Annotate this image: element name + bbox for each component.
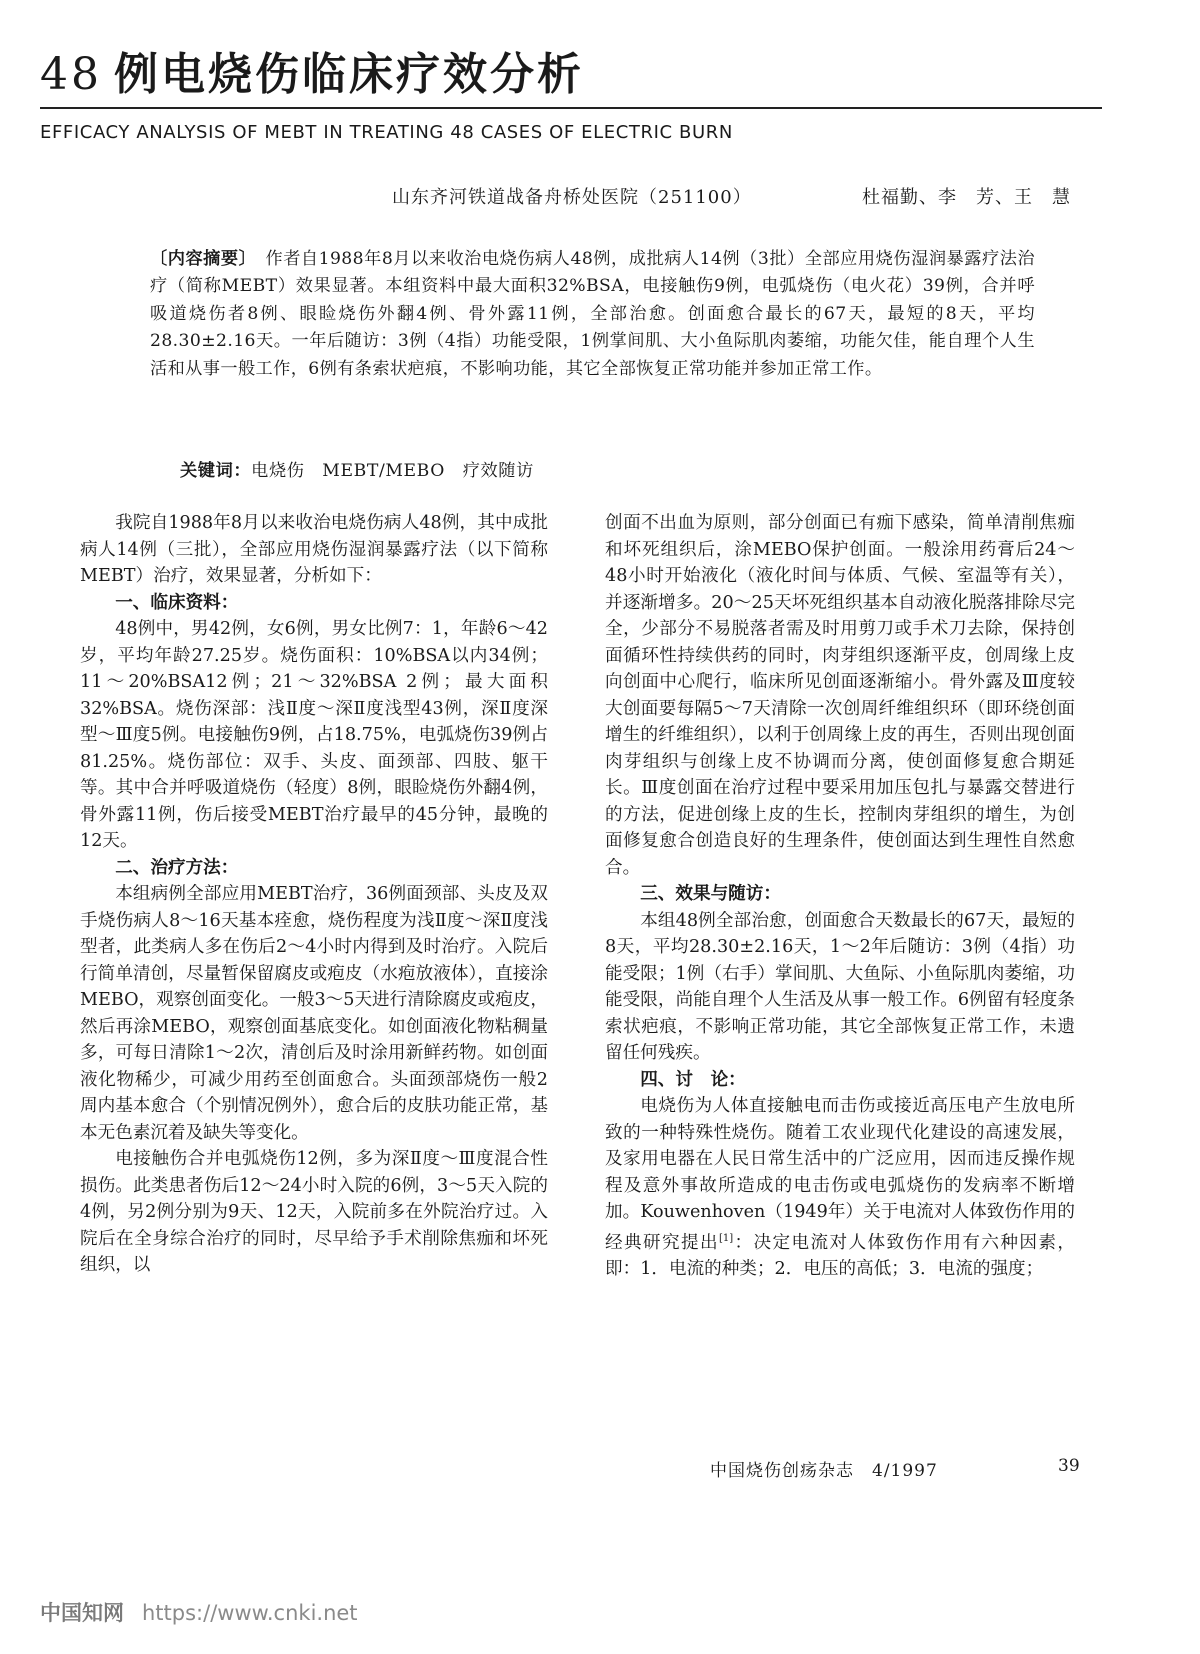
treatment-paragraph-1: 本组病例全部应用MEBT治疗，36例面颈部、头皮及双手烧伤病人8～16天基本痊愈，烧伤程度为浅Ⅱ度～深Ⅱ度浅型者，此类病人多在伤后2～4小时内得到及时治疗。入院后行简单清创，尽量暂保留腐皮或疱皮（水疱放液体），直接涂MEBO，观察创面变化。一般3～5天进行清除腐皮或疱皮，然后再涂MEBO，观察创面基底变化。如创面液化物粘稠量多，可每日清除1～2次，清创后及时涂用新鲜药物。如创面液化物稀少，可减少用药至创面愈合。头面颈部烧伤一般2周内基本愈合（个别情况例外），愈合后的皮肤功能正常，基本无色素沉着及缺失等变化。	[80, 884, 548, 1143]
body-column-left	[80, 510, 548, 1279]
body-column-right	[605, 510, 1075, 1282]
affiliation: 山东齐河铁道战备舟桥处医院（251100）	[392, 187, 752, 208]
title-number: 48	[40, 49, 102, 100]
watermark-url[interactable]: https://www.cnki.net	[142, 1601, 358, 1625]
treatment-paragraph-2-continued: 创面不出血为原则，部分创面已有痂下感染，简单清削焦痂和坏死组织后，涂MEBO保护创面。一般涂用药膏后24～48小时开始液化（液化时间与体质、气候、室温等有关），并逐渐增多。20～25天坏死组织基本自动液化脱落排除尽完全，少部分不易脱落者需及时用剪刀或手术刀去除，保持创面循环性持续供药的同时，肉芽组织逐渐平皮，创周缘上皮向创面中心爬行，临床所见创面逐渐缩小。骨外露及Ⅲ度较大创面要每隔5～7天清除一次创周纤维组织环（即环绕创面增生的纤维组织），以利于创周缘上皮的再生，否则出现创面肉芽组织与创缘上皮不协调而分离，使创面修复愈合期延长。Ⅲ度创面在治疗过程中要采用加压包扎与暴露交替进行的方法，促进创缘上皮的生长，控制肉芽组织的增生，为创面修复愈合创造良好的生理条件，使创面达到生理性自然愈合。	[605, 513, 1075, 878]
keywords-text: 电烧伤 MEBT/MEBO 疗效随访	[251, 461, 534, 481]
article-title	[40, 38, 584, 102]
english-title: EFFICACY ANALYSIS OF MEBT IN TREATING 48 CASES OF ELECTRIC BURN	[40, 122, 733, 143]
section-heading-results: 三、效果与随访：	[640, 884, 781, 904]
abstract	[150, 246, 1035, 383]
title-rule	[40, 107, 1102, 109]
watermark-brand: 中国知网	[40, 1601, 124, 1625]
results-paragraph: 本组48例全部治愈，创面愈合天数最长的67天，最短的8天，平均28.30±2.16天，1～2年后随访：3例（4指）功能受限；1例（右手）掌间肌、大鱼际、小鱼际肌肉萎缩，功能受限，尚能自理个人生活及从事一般工作。6例留有轻度条索状疤痕，不影响正常功能，其它全部恢复正常工作，未遗留任何残疾。	[605, 910, 1075, 1063]
citation-ref[interactable]: [1]	[718, 1232, 734, 1244]
discussion-text: 电烧伤为人体直接触电而击伤或接近高压电产生放电所致的一种特殊性烧伤。随着工农业现代化建设的高速发展，及家用电器在人民日常生活中的广泛应用，因而违反操作规程及意外事故所造成的电击伤或电弧烧伤的发病率不断增加。Kouwenhoven（1949年）关于电流对人体致伤作用的经典研究提出	[605, 1096, 1075, 1253]
journal-footer: 中国烧伤创疡杂志 4/1997	[710, 1461, 938, 1481]
keywords-label: 关键词：	[180, 461, 252, 481]
section-heading-clinical: 一、临床资料：	[115, 592, 239, 613]
title-text: 例电烧伤临床疗效分析	[114, 49, 584, 100]
abstract-label: 〔内容摘要〕	[150, 249, 248, 269]
clinical-paragraph: 48例中，男42例，女6例，男女比例7：1，年龄6～42岁，平均年龄27.25岁。烧伤面积：10%BSA以内34例；11～20%BSA12例；21～32%BSA 2例；最大面积32%BSA。烧伤深部：浅Ⅱ度～深Ⅱ度浅型43例，深Ⅱ度深型～Ⅲ度5例。电接触伤9例，占18.75%，电弧烧伤39例占81.25%。烧伤部位：双手、头皮、面颈部、四肢、躯干等。其中合并呼吸道烧伤（轻度）8例，眼睑烧伤外翻4例，骨外露11例，伤后接受MEBT治疗最早的45分钟，最晚的12天。	[80, 619, 548, 851]
intro-paragraph: 我院自1988年8月以来收治电烧伤病人48例，其中成批病人14例（三批），全部应用烧伤湿润暴露疗法（以下简称MEBT）治疗，效果显著，分析如下：	[80, 513, 548, 586]
discussion-paragraph	[605, 1093, 1075, 1282]
cnki-watermark	[40, 1597, 358, 1627]
page-number: 39	[1058, 1456, 1080, 1476]
authors: 杜福勤、李 芳、王 慧	[862, 187, 1071, 208]
section-heading-discussion: 四、讨 论：	[640, 1069, 746, 1090]
discussion-text-end: ：决定电流对人体致伤作用有六种因素，即：1．电流的种类；2．电压的高低；3．电流的强度；	[605, 1232, 1075, 1279]
treatment-paragraph-2: 电接触伤合并电弧烧伤12例，多为深Ⅱ度～Ⅲ度混合性损伤。此类患者伤后12～24小时入院的6例，3～5天入院的4例，另2例分别为9天、12天，入院前多在外院治疗过。入院后在全身综合治疗的同时，尽早给予手术削除焦痂和坏死组织，以	[80, 1149, 548, 1275]
abstract-text: 作者自1988年8月以来收治电烧伤病人48例，成批病人14例（3批）全部应用烧伤湿润暴露疗法治疗（简称MEBT）效果显著。本组资料中最大面积32%BSA，电接触伤9例，电弧烧伤（电火花）39例，合并呼吸道烧伤者8例、眼睑烧伤外翻4例、骨外露11例，全部治愈。创面愈合最长的67天，最短的8天，平均28.30±2.16天。一年后随访：3例（4指）功能受限，1例掌间肌、大小鱼际肌肉萎缩，功能欠佳，能自理个人生活和从事一般工作，6例有条索状疤痕，不影响功能，其它全部恢复正常功能并参加正常工作。	[150, 249, 1036, 379]
section-heading-treatment: 二、治疗方法：	[115, 857, 239, 878]
keywords	[180, 456, 534, 481]
